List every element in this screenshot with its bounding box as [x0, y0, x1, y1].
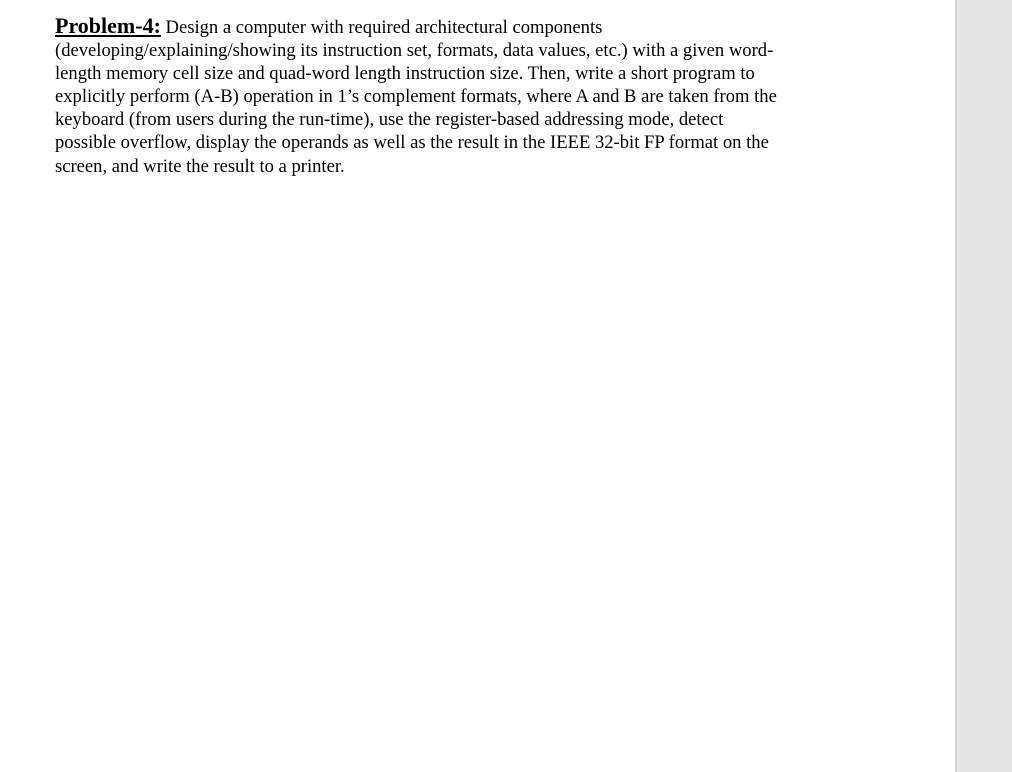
- problem-statement: [55, 14, 855, 178]
- problem-label: Problem-4:: [55, 13, 161, 38]
- problem-line-1-text: Design a computer with required architectural components: [160, 17, 603, 38]
- problem-line-4: explicitly perform (A-B) operation in 1’s complement formats, where A and B are taken from the: [55, 86, 777, 108]
- problem-line-5: keyboard (from users during the run-time), use the register-based addressing mode, detect: [55, 109, 724, 131]
- problem-line-2: (developing/explaining/showing its instruction set, formats, data values, etc.) with a given word-: [55, 40, 774, 62]
- problem-line-3: length memory cell size and quad-word length instruction size. Then, write a short program to: [55, 63, 755, 85]
- problem-line-6: possible overflow, display the operands as well as the result in the IEEE 32-bit FP format on the: [55, 132, 769, 154]
- problem-line-7: screen, and write the result to a printer.: [55, 155, 345, 177]
- problem-line-1: [55, 14, 855, 39]
- page-edge-divider: [955, 0, 957, 772]
